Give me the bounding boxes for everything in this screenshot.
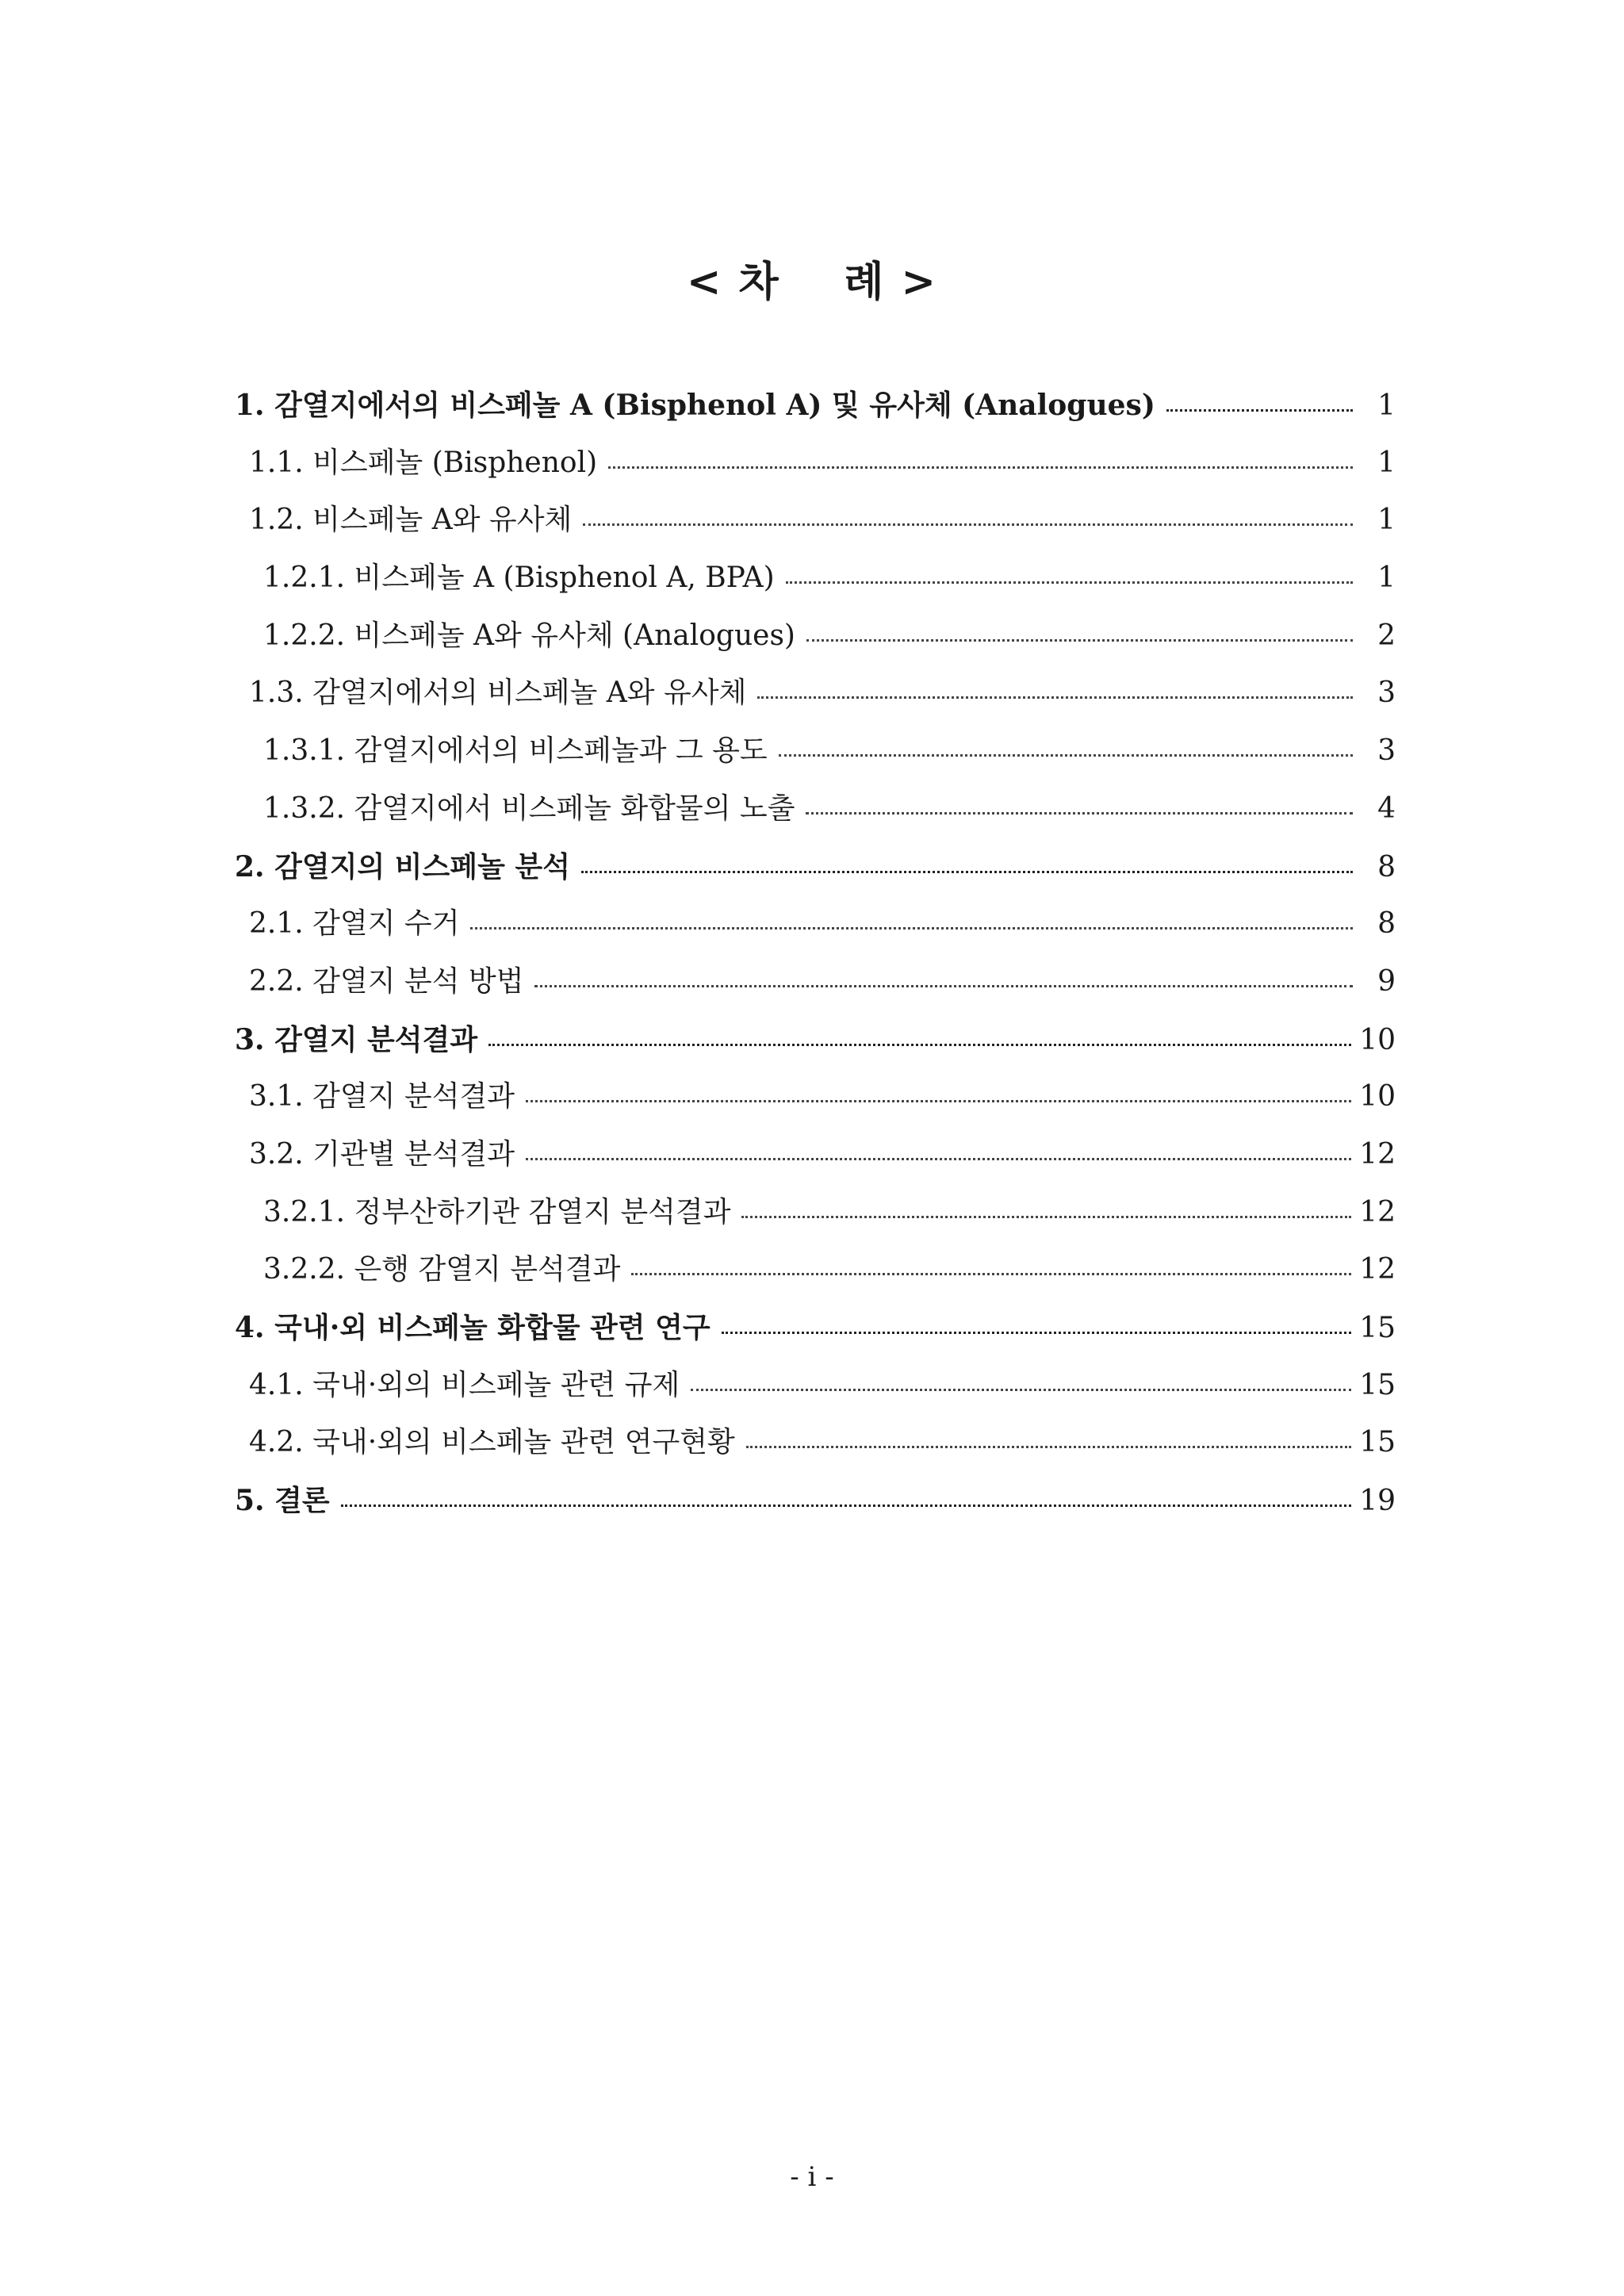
toc-page-number: 4 [1377, 792, 1396, 825]
toc-label: 감열지에서의 비스페놀 A (Bisphenol A) 및 유사체 (Analogues) [274, 389, 1155, 422]
toc-number: 3.2. [249, 1137, 304, 1171]
toc-label: 감열지 분석결과 [312, 1080, 515, 1114]
toc-number: 1.2. [249, 504, 304, 537]
toc-page-number: 10 [1359, 1080, 1396, 1114]
toc-page-number: 9 [1377, 964, 1396, 998]
toc-number: 1.1. [249, 446, 304, 479]
dot-leader [786, 581, 1353, 584]
toc-entry-3-2-2[interactable] [235, 1255, 1396, 1313]
toc-page-number: 3 [1377, 734, 1396, 768]
toc-number: 5. [235, 1484, 265, 1518]
toc-label: 감열지에서 비스페놀 화합물의 노출 [354, 792, 795, 825]
toc-entry-2-1[interactable] [235, 907, 1396, 968]
toc-label: 국내·외의 비스페놀 관련 규제 [312, 1368, 680, 1401]
toc-number: 2.1. [249, 907, 304, 941]
dot-leader [341, 1504, 1351, 1507]
dot-leader [741, 1216, 1351, 1218]
dot-leader [526, 1158, 1351, 1160]
toc-label: 국내·외 비스페놀 화합물 관련 연구 [274, 1311, 710, 1344]
toc-page-number: 1 [1377, 389, 1396, 422]
toc-entry-4[interactable] [235, 1313, 1396, 1371]
toc-number: 1. [235, 389, 265, 422]
toc-number: 1.3.2. [263, 792, 346, 825]
toc-number: 3. [235, 1022, 265, 1056]
toc-label: 감열지에서의 비스페놀 A와 유사체 [312, 677, 747, 710]
toc-label: 감열지 수거 [312, 907, 460, 941]
toc-page-number: 8 [1377, 907, 1396, 941]
dot-leader [608, 466, 1353, 469]
toc-label: 감열지 분석결과 [274, 1022, 478, 1056]
toc-page-number: 1 [1377, 446, 1396, 479]
dot-leader [488, 1044, 1351, 1046]
dot-leader [746, 1446, 1351, 1448]
toc-entry-1-2-1[interactable] [235, 564, 1396, 622]
dot-leader [631, 1273, 1351, 1275]
dot-leader [526, 1100, 1351, 1102]
toc-number: 2. [235, 849, 265, 884]
table-of-contents [235, 391, 1396, 1544]
toc-number: 1.2.1. [263, 562, 346, 595]
toc-entry-1-3-2[interactable] [235, 792, 1396, 853]
toc-label: 비스페놀 A와 유사체 (Analogues) [354, 619, 795, 652]
dot-leader [806, 639, 1353, 642]
page-number-footer: - i - [790, 2161, 834, 2193]
toc-number: 1.3.1. [263, 734, 346, 768]
toc-entry-1-2[interactable] [235, 506, 1396, 564]
toc-label: 감열지의 비스페놀 분석 [274, 849, 570, 884]
toc-label: 국내·외의 비스페놀 관련 연구현황 [312, 1426, 735, 1459]
toc-label: 비스페놀 A (Bisphenol A, BPA) [354, 562, 775, 595]
toc-number: 3.2.1. [263, 1195, 346, 1228]
toc-entry-2[interactable] [235, 849, 1396, 910]
toc-label: 기관별 분석결과 [312, 1137, 515, 1171]
toc-number: 3.1. [249, 1080, 304, 1114]
toc-page-number: 3 [1377, 677, 1396, 710]
toc-page-number: 8 [1377, 850, 1396, 884]
toc-entry-2-2[interactable] [235, 964, 1396, 1025]
toc-number: 1.3. [249, 677, 304, 710]
dot-leader [581, 871, 1353, 873]
toc-number: 4. [235, 1311, 265, 1344]
toc-label: 정부산하기관 감열지 분석결과 [354, 1195, 731, 1228]
toc-page-number: 19 [1359, 1485, 1396, 1518]
dot-leader [691, 1389, 1351, 1391]
toc-page-number: 1 [1377, 504, 1396, 537]
dot-leader [806, 812, 1353, 815]
toc-page-number: 12 [1359, 1137, 1396, 1171]
toc-number: 4.2. [249, 1426, 304, 1459]
toc-entry-1[interactable] [235, 391, 1396, 449]
toc-number: 3.2.2. [263, 1253, 346, 1286]
dot-leader [1166, 409, 1353, 412]
toc-entry-4-1[interactable] [235, 1368, 1396, 1429]
toc-page-number: 15 [1359, 1368, 1396, 1401]
toc-page-number: 2 [1377, 619, 1396, 652]
toc-number: 2.2. [249, 964, 304, 998]
toc-entry-4-2[interactable] [235, 1428, 1396, 1486]
toc-label: 감열지 분석 방법 [312, 964, 524, 998]
dot-leader [779, 754, 1353, 757]
toc-number: 1.2.2. [263, 619, 346, 652]
toc-page-number: 1 [1377, 562, 1396, 595]
toc-entry-1-1[interactable] [235, 446, 1396, 507]
toc-page-number: 12 [1359, 1195, 1396, 1228]
toc-page-number: 15 [1359, 1312, 1396, 1344]
toc-label: 감열지에서의 비스페놀과 그 용도 [354, 734, 768, 768]
toc-label: 비스페놀 A와 유사체 [312, 504, 573, 537]
dot-leader [757, 696, 1353, 699]
toc-page-number: 12 [1359, 1253, 1396, 1286]
dot-leader [583, 523, 1353, 526]
dot-leader [470, 927, 1353, 930]
dot-leader [722, 1332, 1352, 1334]
toc-entry-1-3[interactable] [235, 679, 1396, 737]
toc-entry-3[interactable] [235, 1022, 1396, 1083]
toc-entry-1-3-1[interactable] [235, 734, 1396, 795]
toc-number: 4.1. [249, 1368, 304, 1401]
toc-entry-1-2-2[interactable] [235, 619, 1396, 680]
toc-label: 결론 [274, 1484, 330, 1518]
toc-page-number: 15 [1359, 1426, 1396, 1459]
toc-entry-3-2-1[interactable] [235, 1195, 1396, 1256]
toc-entry-3-1[interactable] [235, 1080, 1396, 1140]
toc-label: 비스페놀 (Bisphenol) [312, 446, 598, 479]
toc-entry-3-2[interactable] [235, 1137, 1396, 1198]
dot-leader [534, 985, 1353, 987]
page-title: < 차 례 > [686, 258, 938, 306]
toc-entry-5[interactable] [235, 1486, 1396, 1544]
toc-page-number: 10 [1359, 1023, 1396, 1056]
toc-label: 은행 감열지 분석결과 [354, 1253, 621, 1286]
